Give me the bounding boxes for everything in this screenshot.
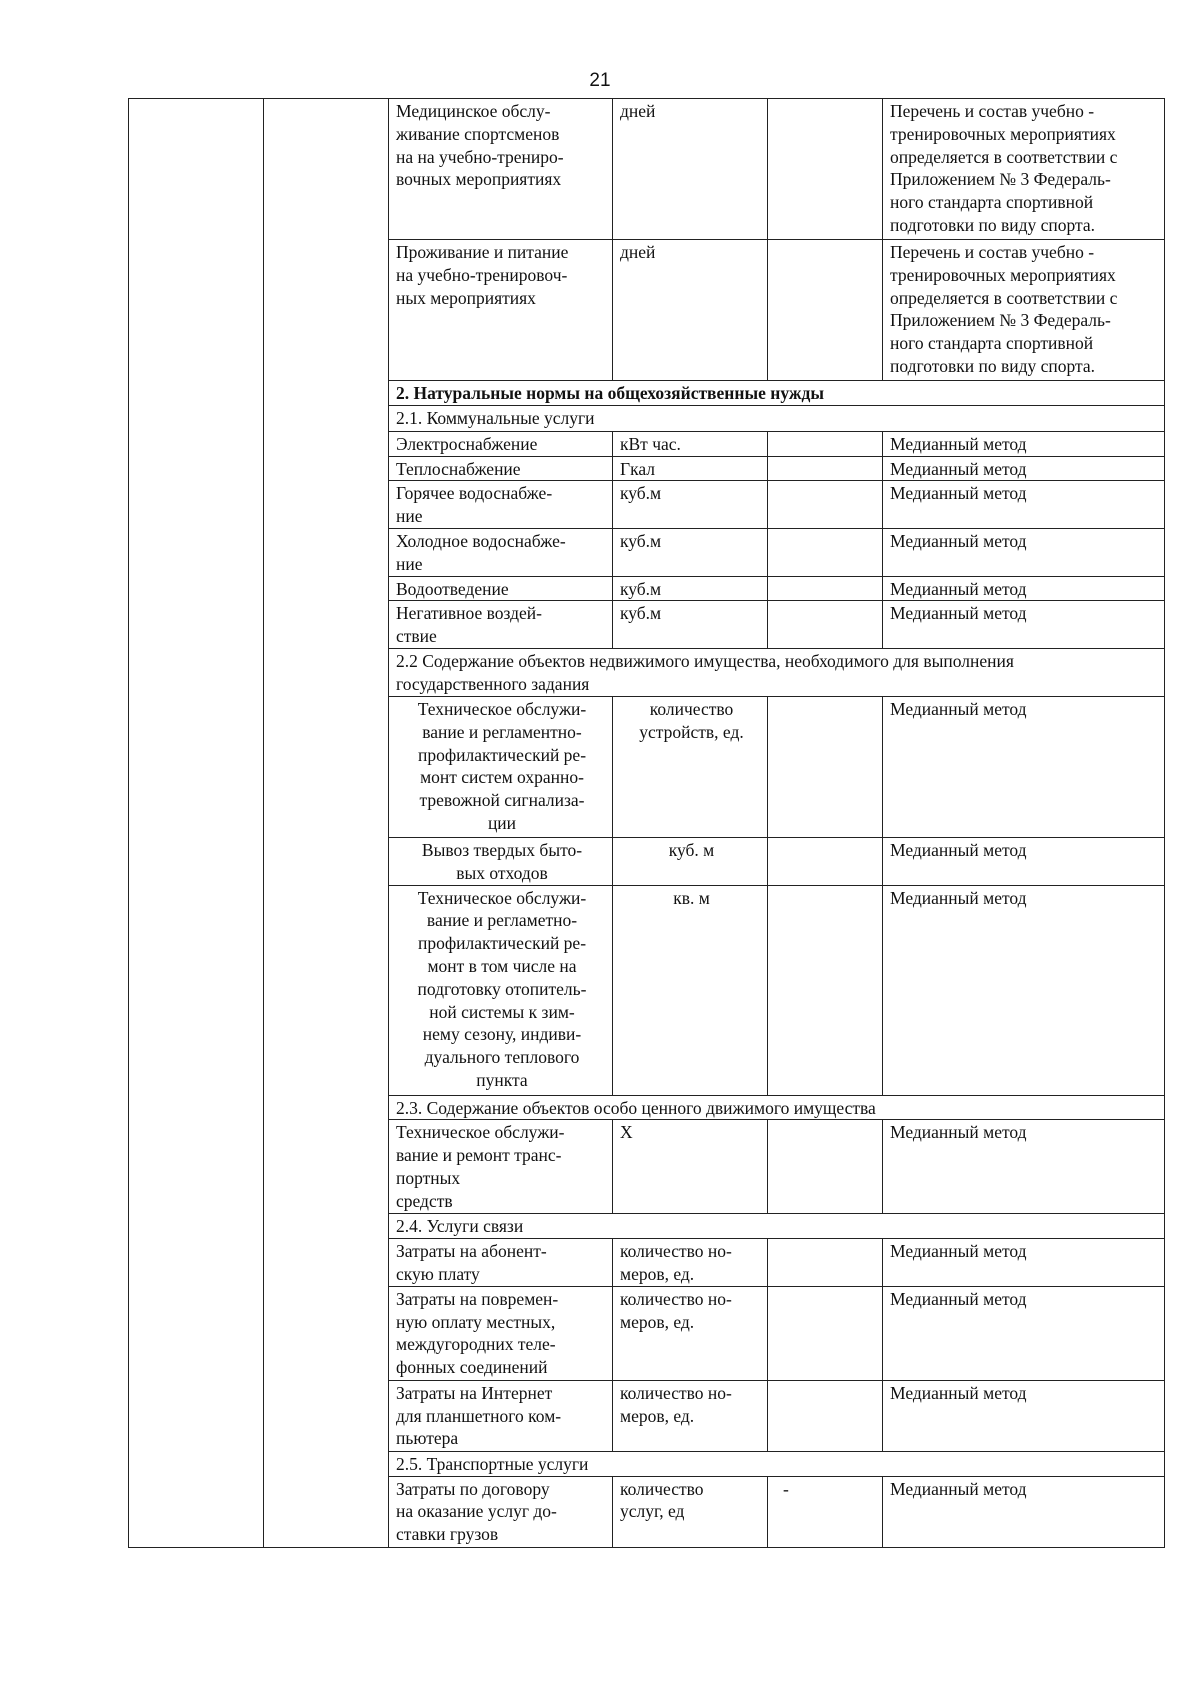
row-value bbox=[768, 99, 883, 240]
row-note: Перечень и состав учебно - тренировочных мероприятиях определяется в соответствии с Приложением № 3 Федераль- ного стандарта спортивной подготовки по виду спорта. bbox=[883, 240, 1165, 381]
row-name: Затраты на Интернет для планшетного ком- пьютера bbox=[389, 1380, 613, 1451]
table-row bbox=[129, 99, 1165, 240]
row-value bbox=[768, 885, 883, 1095]
row-name: Затраты на абонент- скую плату bbox=[389, 1239, 613, 1287]
value-dash: - bbox=[783, 1478, 789, 1499]
page-number: 21 bbox=[589, 70, 611, 91]
row-unit: количество услуг, ед bbox=[613, 1476, 768, 1547]
row-note: Медианный метод bbox=[883, 601, 1165, 649]
row-note: Медианный метод bbox=[883, 1286, 1165, 1380]
row-value bbox=[768, 431, 883, 456]
row-unit: кВт час. bbox=[613, 431, 768, 456]
row-note: Медианный метод bbox=[883, 456, 1165, 481]
row-note: Медианный метод bbox=[883, 837, 1165, 885]
row-value bbox=[768, 1476, 883, 1547]
row-value bbox=[768, 601, 883, 649]
row-unit: куб. м bbox=[613, 837, 768, 885]
row-name: Медицинское обслу- живание спортсменов на на учебно-трениро- вочных мероприятиях bbox=[389, 99, 613, 240]
row-unit: куб.м bbox=[613, 576, 768, 601]
row-unit: количество но- меров, ед. bbox=[613, 1286, 768, 1380]
row-value bbox=[768, 576, 883, 601]
norms-table bbox=[128, 98, 1165, 1548]
row-name: Теплоснабжение bbox=[389, 456, 613, 481]
row-name: Холодное водоснабже- ние bbox=[389, 528, 613, 576]
row-note: Перечень и состав учебно - тренировочных мероприятиях определяется в соответствии с Приложением № 3 Федераль- ного стандарта спортивной подготовки по виду спорта. bbox=[883, 99, 1165, 240]
row-value bbox=[768, 1286, 883, 1380]
row-name: Электроснабжение bbox=[389, 431, 613, 456]
row-name: Негативное воздей- ствие bbox=[389, 601, 613, 649]
row-unit: Х bbox=[613, 1120, 768, 1214]
row-note: Медианный метод bbox=[883, 696, 1165, 837]
section-heading: 2.3. Содержание объектов особо ценного движимого имущества bbox=[389, 1095, 1165, 1120]
section-heading: 2.1. Коммунальные услуги bbox=[389, 405, 1165, 431]
row-name: Горячее водоснабже- ние bbox=[389, 481, 613, 529]
row-unit: дней bbox=[613, 240, 768, 381]
row-unit: куб.м bbox=[613, 601, 768, 649]
row-note: Медианный метод bbox=[883, 1120, 1165, 1214]
row-value bbox=[768, 528, 883, 576]
row-value bbox=[768, 481, 883, 529]
row-note: Медианный метод bbox=[883, 528, 1165, 576]
row-note: Медианный метод bbox=[883, 431, 1165, 456]
section-heading: 2. Натуральные нормы на общехозяйственные нужды bbox=[389, 381, 1165, 406]
row-value bbox=[768, 1380, 883, 1451]
row-note: Медианный метод bbox=[883, 1239, 1165, 1287]
row-name: Техническое обслужи- вание и регламетно- профилактический ре- монт в том числе на подготовку отопитель- ной системы к зим- нему сезону, индиви- дуального теплового пункта bbox=[389, 885, 613, 1095]
row-unit: количество но- меров, ед. bbox=[613, 1380, 768, 1451]
empty-column-2 bbox=[264, 99, 389, 1548]
row-name: Проживание и питание на учебно-тренировоч- ных мероприятиях bbox=[389, 240, 613, 381]
row-unit: куб.м bbox=[613, 481, 768, 529]
row-unit: количество устройств, ед. bbox=[613, 696, 768, 837]
row-name: Техническое обслужи- вание и регламентно- профилактический ре- монт систем охранно- тревожной сигнализа- ции bbox=[389, 696, 613, 837]
row-value bbox=[768, 696, 883, 837]
section-heading: 2.2 Содержание объектов недвижимого имущества, необходимого для выполнения государственного задания bbox=[389, 648, 1165, 696]
row-name: Водоотведение bbox=[389, 576, 613, 601]
row-unit: куб.м bbox=[613, 528, 768, 576]
row-name: Техническое обслужи- вание и ремонт транс- портных средств bbox=[389, 1120, 613, 1214]
row-note: Медианный метод bbox=[883, 1476, 1165, 1547]
section-heading: 2.4. Услуги связи bbox=[389, 1214, 1165, 1239]
row-name: Затраты на повремен- ную оплату местных, междугородних теле- фонных соединений bbox=[389, 1286, 613, 1380]
row-note: Медианный метод bbox=[883, 885, 1165, 1095]
row-note: Медианный метод bbox=[883, 576, 1165, 601]
row-value bbox=[768, 456, 883, 481]
row-unit: кв. м bbox=[613, 885, 768, 1095]
row-value bbox=[768, 240, 883, 381]
section-heading: 2.5. Транспортные услуги bbox=[389, 1451, 1165, 1476]
row-name: Вывоз твердых быто- вых отходов bbox=[389, 837, 613, 885]
row-value bbox=[768, 1120, 883, 1214]
row-unit: количество но- меров, ед. bbox=[613, 1239, 768, 1287]
row-name: Затраты по договору на оказание услуг до- ставки грузов bbox=[389, 1476, 613, 1547]
row-note: Медианный метод bbox=[883, 1380, 1165, 1451]
row-unit: дней bbox=[613, 99, 768, 240]
empty-column-1 bbox=[129, 99, 264, 1548]
row-note: Медианный метод bbox=[883, 481, 1165, 529]
row-value bbox=[768, 837, 883, 885]
row-value bbox=[768, 1239, 883, 1287]
row-unit: Гкал bbox=[613, 456, 768, 481]
